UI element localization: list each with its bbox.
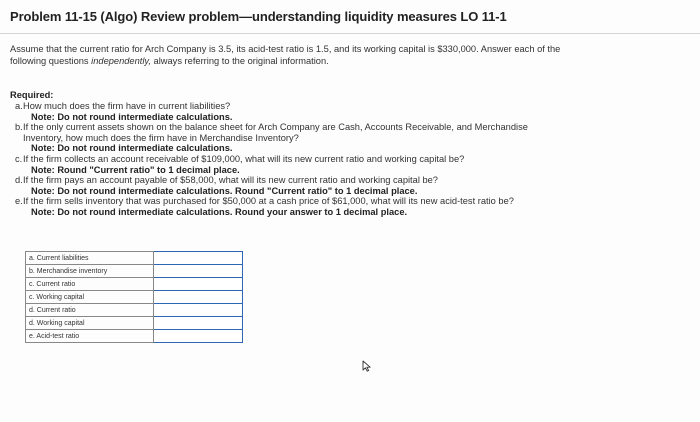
- question-text: If the only current assets shown on the balance sheet for Arch Company are Cash, Accounts Receivable, and Merchandise: [23, 122, 528, 133]
- question-note: Note: Do not round intermediate calculations.: [31, 111, 233, 122]
- question-note: Note: Do not round intermediate calculations. Round "Current ratio" to 1 decimal place.: [31, 185, 418, 196]
- question-e: [10, 196, 650, 217]
- answer-input-c-working-capital[interactable]: [154, 291, 243, 304]
- question-c: [10, 154, 650, 175]
- answer-input-merchandise-inventory[interactable]: [154, 265, 243, 278]
- table-row: [26, 291, 243, 304]
- problem-intro: [10, 43, 650, 67]
- answer-input-e-acid-test-ratio[interactable]: [154, 330, 243, 343]
- row-label: d. Working capital: [26, 317, 154, 330]
- question-a: [10, 101, 650, 122]
- intro-emphasis: independently,: [91, 56, 151, 66]
- intro-line-2-start: following questions: [10, 56, 89, 66]
- question-label: a.: [15, 101, 23, 111]
- answer-input-d-current-ratio[interactable]: [154, 304, 243, 317]
- row-label: a. Current liabilities: [26, 252, 154, 265]
- answer-input-c-current-ratio[interactable]: [154, 278, 243, 291]
- question-note: Note: Round "Current ratio" to 1 decimal place.: [31, 164, 240, 175]
- mouse-pointer-icon: [362, 360, 372, 372]
- question-label: c.: [15, 153, 23, 164]
- row-label: c. Working capital: [26, 291, 154, 304]
- table-row: [26, 330, 243, 343]
- question-label: d.: [15, 175, 23, 186]
- question-text: How much does the firm have in current liabilities?: [23, 101, 231, 111]
- required-heading: Required:: [10, 90, 54, 100]
- answer-table: [25, 251, 243, 343]
- question-label: e.: [15, 196, 23, 207]
- table-row: [26, 265, 243, 278]
- question-label: b.: [15, 122, 23, 133]
- table-row: [26, 304, 243, 317]
- question-text: Inventory, how much does the firm have in Merchandise Inventory?: [23, 132, 299, 143]
- table-row: [26, 317, 243, 330]
- table-row: [26, 278, 243, 291]
- row-label: c. Current ratio: [26, 278, 154, 291]
- answer-input-d-working-capital[interactable]: [154, 317, 243, 330]
- title-divider: [0, 33, 700, 34]
- question-text: If the firm pays an account payable of $58,000, what will its new current ratio and working capital be?: [23, 175, 438, 186]
- row-label: e. Acid-test ratio: [26, 330, 154, 343]
- question-text: If the firm collects an account receivable of $109,000, what will its new current ratio and working capital be?: [23, 153, 465, 164]
- page-title: Problem 11-15 (Algo) Review problem—understanding liquidity measures LO 11-1: [10, 9, 507, 24]
- intro-line-1: Assume that the current ratio for Arch Company is 3.5, its acid-test ratio is 1.5, and its working capital is $330,000. Answer each of the: [10, 44, 561, 54]
- table-row: [26, 252, 243, 265]
- intro-line-2-end: always referring to the original information.: [153, 56, 329, 66]
- question-note: Note: Do not round intermediate calculations.: [31, 143, 233, 154]
- row-label: d. Current ratio: [26, 304, 154, 317]
- question-note: Note: Do not round intermediate calculations. Round your answer to 1 decimal place.: [31, 206, 408, 217]
- question-text: If the firm sells inventory that was purchased for $50,000 at a cash price of $61,000, what will its new acid-test ratio be?: [23, 196, 514, 207]
- answer-input-current-liabilities[interactable]: [154, 252, 243, 265]
- question-d: [10, 175, 650, 196]
- row-label: b. Merchandise inventory: [26, 265, 154, 278]
- question-b: [10, 122, 650, 154]
- question-list: [10, 101, 650, 218]
